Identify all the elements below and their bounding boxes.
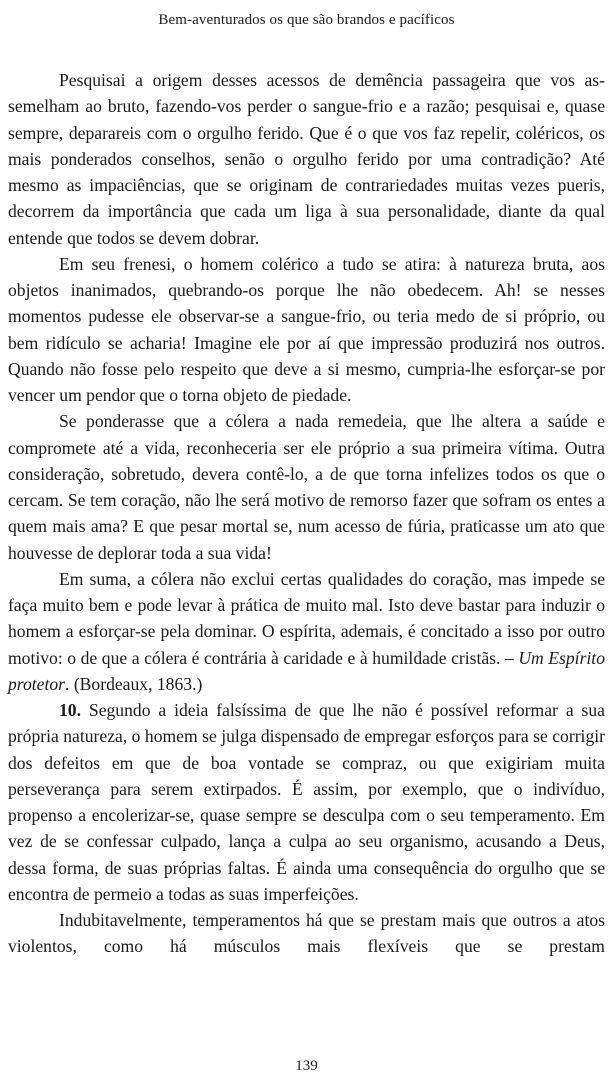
paragraph [8, 697, 605, 907]
paragraph: Se ponderasse que a cólera a nada remedeia, que lhe altera a saúde e compromete até a vida, reconheceria ser ele próprio a sua primeira vítima. Outra consideração, sobretudo, devera contê-lo, a de que torna infelizes todos os que o cercam. Se tem coração, não lhe será motivo de remorso fazer que sofram os entes a quem mais ama? E que pesar mortal se, num acesso de fúria, praticasse um ato que houvesse de deplorar toda a sua vida! [8, 411, 605, 563]
body-text [8, 67, 605, 960]
paragraph-text: Segundo a ideia falsíssima de que lhe não é possível reformar a sua própria natureza, o homem se julga dispensado de empregar esforços para se corrigir dos defeitos em que de boa vontade se compraz, ou que exigiriam muita perseverança para serem extirpados. É assim, por exemplo, que o indivíduo, propenso a encolerizar-se, quase sempre se desculpa com o seu temperamento. Em vez de se confessar culpado, lança a culpa ao seu organismo, acusando a Deus, dessa forma, de suas próprias faltas. É ainda uma consequência do orgulho que se encontra de permeio a todas as suas imperfeições. [8, 700, 605, 904]
paragraph: Pesquisai a origem desses acessos de demência passageira que vos assemelham ao bruto, fazendo-vos perder o sangue-frio e a razão; pesquisai e, quase sempre, deparareis com o orgulho ferido. Que é o que vos faz repelir, coléricos, os mais ponderados conselhos, senão o orgulho ferido por uma contradição? Até mesmo as impaciências, que se originam de contrariedades muitas vezes pueris, decorrem da importância que cada um liga à sua personalidade, diante da qual entende que todos se devem dobrar. [8, 70, 605, 248]
paragraph: Em seu frenesi, o homem colérico a tudo se atira: à natureza bruta, aos objetos inanimados, quebrando-os porque lhe não obedecem. Ah! se nesses momentos pudesse ele observar-se a sangue-frio, ou teria medo de si próprio, ou bem ridículo se acharia! Imagine ele por aí que impressão produzirá nos outros. Quando não fosse pelo respeito que deve a si mesmo, cumpria-lhe esforçar-se por vencer um pendor que o torna objeto de piedade. [8, 253, 605, 405]
paragraph-text: Em suma, a cólera não exclui certas qualidades do coração, mas impede se faça muito bem e pode levar à prática de muito mal. Isto deve bastar para induzir o homem a esforçar-se pela dominar. O espírita, ademais, é concitado a isso por outro motivo: o de que a cólera é contrária à caridade e à humildade cristãs. – [8, 568, 605, 668]
source-citation: . (Bordeaux, 1863.) [65, 673, 203, 694]
item-number: 10. [59, 700, 81, 720]
paragraph [8, 566, 605, 697]
spirit-signature: Um Espírito protetor [8, 647, 605, 694]
running-header: Bem-aventurados os que são brandos e pacíficos [158, 12, 455, 28]
page-number: 139 [295, 1058, 318, 1074]
paragraph: Indubitavelmente, temperamentos há que se prestam mais que outros a atos violentos, como há músculos mais flexíveis que se prestam [8, 910, 605, 957]
